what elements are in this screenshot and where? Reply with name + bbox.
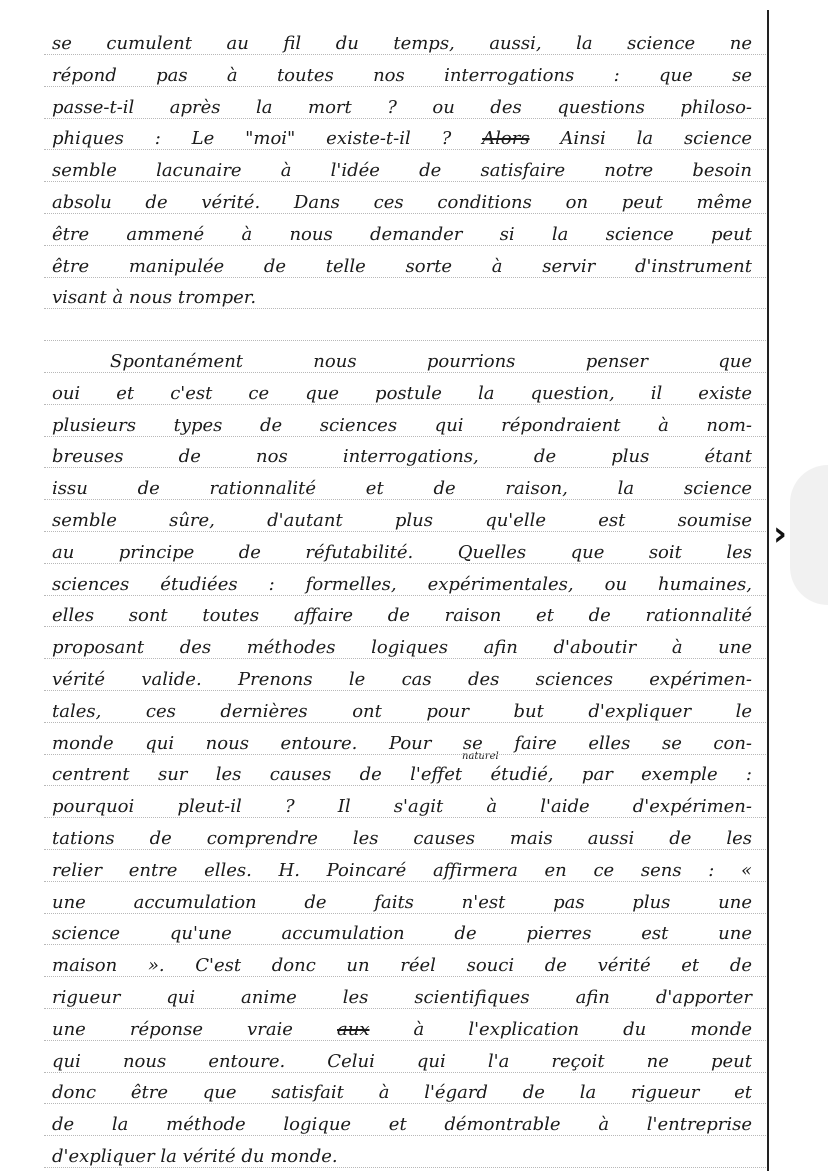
text-segment: proposant des méthodes logiques afin d'aboutir à une [52, 637, 752, 659]
ruled-line [44, 754, 766, 755]
handwritten-line [52, 861, 752, 881]
handwritten-line [52, 988, 752, 1008]
ruled-line [44, 690, 766, 691]
ruled-line [44, 1072, 766, 1073]
ruled-line [44, 722, 766, 723]
text-segment: issu de rationnalité et de raison, la science [52, 478, 752, 500]
ruled-line [44, 626, 766, 627]
handwritten-line [52, 257, 752, 277]
text-segment: être ammené à nous demander si la science peut [52, 223, 752, 245]
ruled-line [44, 944, 766, 945]
text-segment: rigueur qui anime les scientifiques afin d'apporter [52, 987, 752, 1008]
handwritten-line [52, 193, 752, 213]
struck-word: Alors [482, 128, 530, 150]
text-segment: semble sûre, d'autant plus qu'elle est soumise [52, 510, 752, 531]
handwritten-line [52, 670, 752, 690]
text-segment: science qu'une accumulation de pierres est une [52, 923, 752, 945]
handwritten-line [52, 638, 752, 658]
handwritten-line [52, 288, 752, 308]
ruled-line [44, 54, 766, 55]
ruled-line [44, 436, 766, 437]
handwritten-line [52, 829, 752, 849]
text-segment: se cumulent au fil du temps, aussi, la science ne [52, 33, 752, 54]
handwritten-line [52, 956, 752, 976]
text-segment: être manipulée de telle sorte à servir d'instrument [52, 255, 752, 277]
text-segment: qui nous entoure. Celui qui l'a reçoit ne peut [52, 1050, 752, 1072]
text-segment: relier entre elles. H. Poincaré affirmera en ce sens : « [52, 859, 752, 881]
text-segment: breuses de nos interrogations, de plus étant [52, 446, 752, 468]
ruled-line [44, 86, 766, 87]
ruled-line [44, 658, 766, 659]
chevron-right-icon[interactable]: › [773, 514, 788, 554]
ruled-line [44, 404, 766, 405]
text-segment: elles sont toutes affaire de raison et de rationnalité [52, 605, 752, 627]
ruled-line [44, 817, 766, 818]
ruled-line [44, 277, 766, 278]
ruled-line [44, 467, 766, 468]
handwritten-line [52, 1115, 752, 1135]
ruled-line [44, 976, 766, 977]
handwritten-line [52, 98, 752, 118]
text-segment: une réponse vraie [52, 1018, 338, 1040]
ruled-line [44, 1135, 766, 1136]
ruled-line [44, 1103, 766, 1104]
ruled-line [44, 881, 766, 882]
inserted-word: naturel [462, 751, 499, 762]
handwritten-line [52, 893, 752, 913]
handwritten-line [52, 734, 752, 754]
text-segment: une accumulation de faits n'est pas plus une [52, 891, 752, 913]
handwritten-line [52, 765, 752, 785]
text-segment: d'expliquer la vérité du monde. [52, 1146, 338, 1167]
ruled-line [44, 913, 766, 914]
ruled-line [44, 245, 766, 246]
ruled-line [44, 499, 766, 500]
ruled-line [44, 1008, 766, 1009]
handwritten-line [52, 161, 752, 181]
handwritten-line [52, 416, 752, 436]
ruled-line [44, 372, 766, 373]
text-segment: donc être que satisfait à l'égard de la rigueur et [52, 1082, 752, 1104]
struck-word: aux [337, 1018, 370, 1040]
text-segment: maison ». C'est donc un réel souci de vérité et de [52, 955, 752, 977]
text-segment: vérité valide. Prenons le cas des sciences expérimen- [52, 669, 752, 690]
handwritten-line [52, 1052, 752, 1072]
handwritten-line [52, 1083, 752, 1103]
text-segment: absolu de vérité. Dans ces conditions on peut même [52, 192, 752, 213]
handwritten-line [52, 702, 752, 722]
handwritten-line [52, 924, 752, 944]
text-segment: à l'explication du monde [369, 1018, 753, 1040]
handwritten-line [52, 511, 752, 531]
ruled-line [44, 118, 766, 119]
next-page-area[interactable] [790, 465, 828, 605]
text-segment: répond pas à toutes nos interrogations : que se [52, 64, 752, 86]
handwritten-line [52, 1020, 752, 1040]
text-segment: monde qui nous entoure. Pour se faire elles se con- [52, 732, 752, 754]
ruled-line [44, 595, 766, 596]
handwritten-line [52, 797, 752, 817]
text-segment: pourquoi pleut-il ? Il s'agit à l'aide d'expérimen- [52, 796, 752, 818]
handwritten-line [52, 543, 752, 563]
text-segment: tales, ces dernières ont pour but d'expliquer le [52, 700, 752, 722]
text-segment: Ainsi la science [529, 128, 752, 150]
handwritten-line [52, 479, 752, 499]
handwritten-line [52, 66, 752, 86]
text-segment: sciences étudiées : formelles, expérimentales, ou humaines, [52, 573, 752, 595]
ruled-line [44, 1167, 766, 1168]
handwritten-line [52, 1147, 752, 1167]
text-segment: tations de comprendre les causes mais aussi de les [52, 828, 752, 849]
ruled-line [44, 213, 766, 214]
handwritten-line [52, 575, 752, 595]
ruled-line [44, 308, 766, 309]
text-segment: au principe de réfutabilité. Quelles que soit les [52, 541, 752, 563]
handwritten-line [52, 225, 752, 245]
text-segment: oui et c'est ce que postule la question, il existe [52, 382, 752, 404]
ruled-line [44, 181, 766, 182]
ruled-line [44, 849, 766, 850]
text-segment: semble lacunaire à l'idée de satisfaire notre besoin [52, 160, 752, 182]
text-segment: de la méthode logique et démontrable à l'entreprise [52, 1114, 752, 1136]
ruled-line [44, 340, 766, 341]
handwritten-line [52, 606, 752, 626]
text-segment: centrent sur les causes de l'effet étudié, par exemple : [52, 764, 752, 786]
handwritten-line [52, 129, 752, 149]
handwritten-line [52, 384, 752, 404]
ruled-line [44, 563, 766, 564]
handwritten-line [52, 34, 752, 54]
text-segment: phiques : Le "moi" existe-t-il ? [52, 128, 483, 150]
ruled-line [44, 1040, 766, 1041]
margin-line [767, 10, 769, 1171]
text-segment: plusieurs types de sciences qui répondraient à nom- [52, 414, 752, 436]
ruled-line [44, 149, 766, 150]
ruled-line [44, 531, 766, 532]
text-segment: visant à nous tromper. [52, 287, 257, 309]
handwritten-line [110, 352, 752, 372]
text-segment: passe-t-il après la mort ? ou des questions philoso- [52, 96, 752, 118]
text-segment: Spontanément nous pourrions penser que [110, 351, 752, 372]
ruled-line [44, 785, 766, 786]
handwritten-line [52, 447, 752, 467]
